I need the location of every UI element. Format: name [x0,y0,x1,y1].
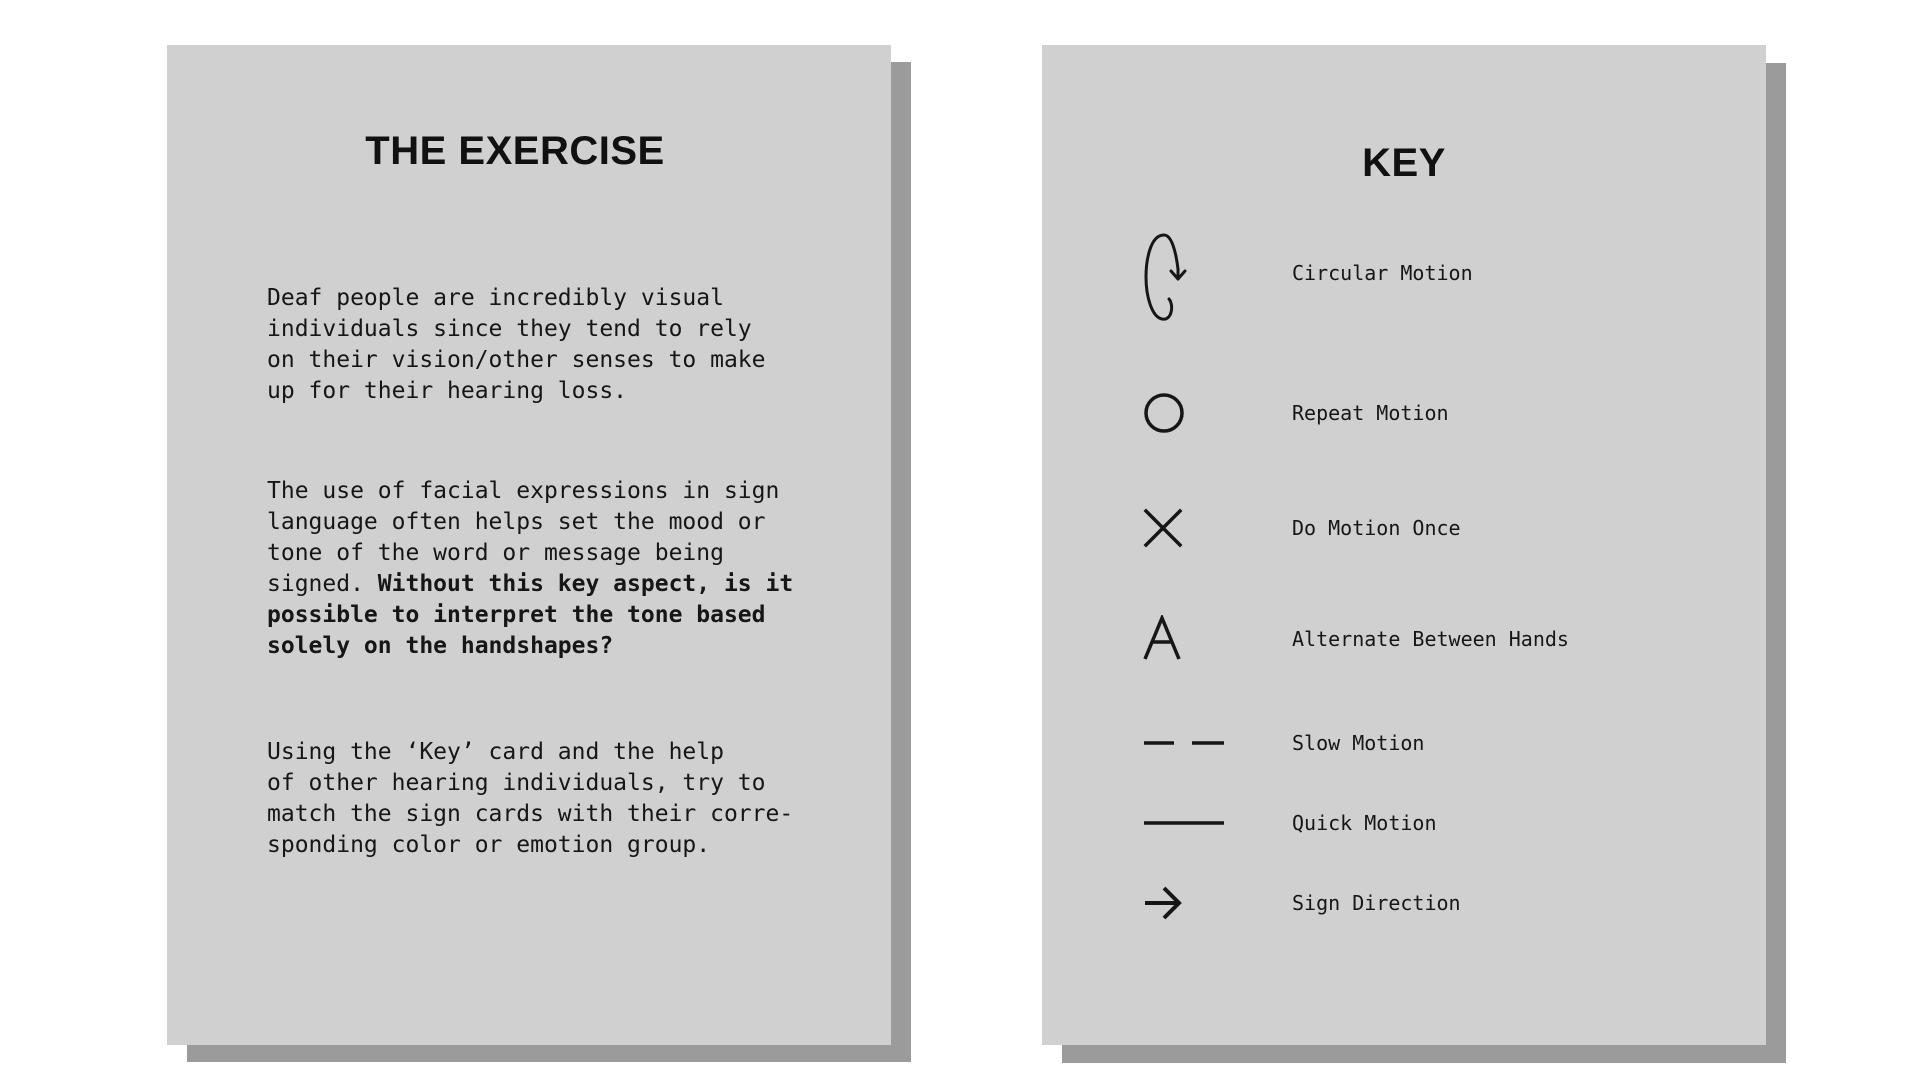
solid-line-icon [1142,819,1226,827]
exercise-paragraph-2-regular: The use of facial expressions in sign language often helps set the mood or tone of the word or message being signed. [267,478,780,597]
key-label-quick-motion: Quick Motion [1292,811,1437,835]
exercise-paragraph-3: Using the ‘Key’ card and the help of other hearing individuals, try to match the sign cards with their corre- sponding color or emotion group. [267,739,794,858]
arrow-right-icon [1142,885,1184,921]
x-icon [1142,507,1184,549]
circle-icon [1142,391,1186,435]
key-label-sign-direction: Sign Direction [1292,891,1461,915]
exercise-card-title: THE EXERCISE [365,129,665,173]
key-label-do-motion-once: Do Motion Once [1292,516,1461,540]
key-card-title: KEY [1362,141,1446,185]
exercise-card [167,45,891,1045]
exercise-paragraph-2 [267,476,867,662]
dashed-line-icon [1142,739,1226,747]
key-label-circular-motion: Circular Motion [1292,261,1473,285]
exercise-paragraph-1: Deaf people are incredibly visual individuals since they tend to rely on their vision/other senses to make up for their hearing loss. [267,285,766,404]
caret-a-icon [1142,615,1182,661]
key-label-alternate-between-hands: Alternate Between Hands [1292,627,1569,651]
circular-motion-icon [1142,231,1192,323]
exercise-paragraph-2-bold-question: Without this key aspect, is it possible to interpret the tone based solely on the handshapes? [267,571,794,659]
key-label-repeat-motion: Repeat Motion [1292,401,1449,425]
key-label-slow-motion: Slow Motion [1292,731,1425,755]
key-card [1042,45,1766,1045]
